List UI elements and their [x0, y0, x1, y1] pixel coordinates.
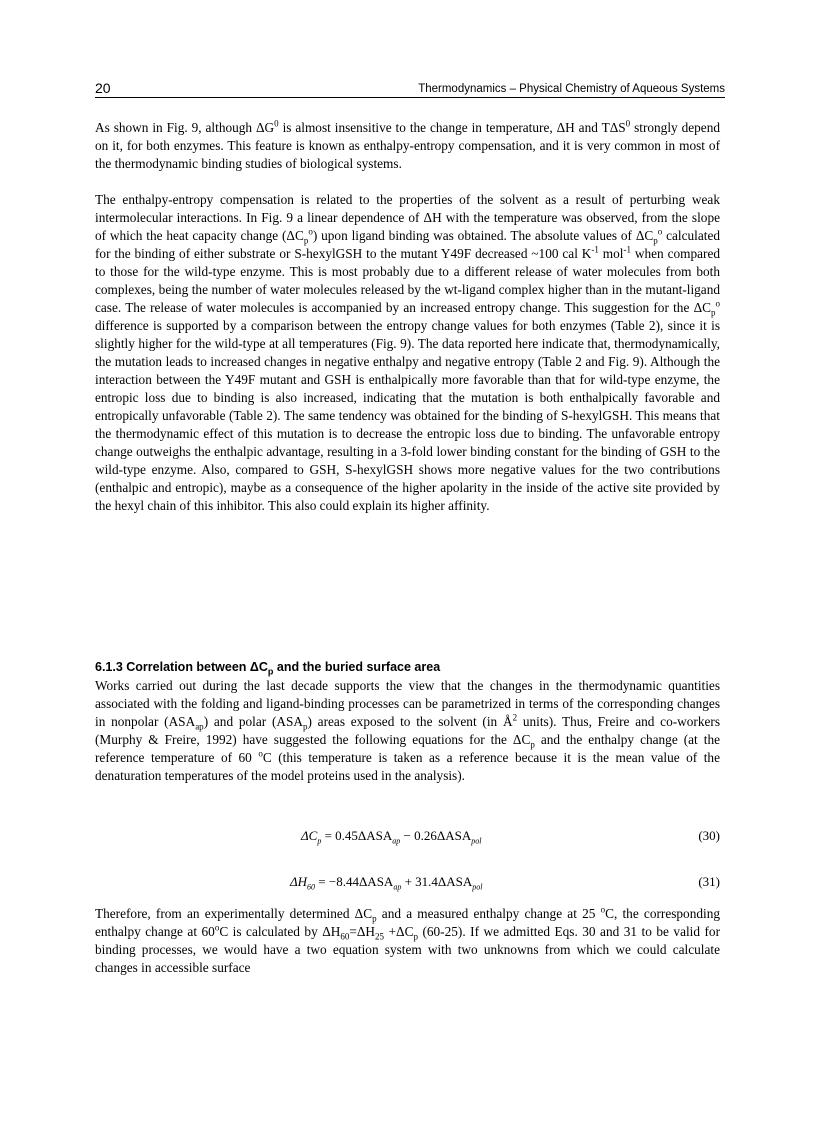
equation-30-body: $\Delta C_p = 0.45\Delta ASA_{ap} - 0.26\Delta ASA_{pol}$ — [301, 828, 482, 846]
paragraph-enthalpy-calculation: Therefore, from an experimentally determined $\Delta C_p$ and a measured enthalpy change at 25 $^o$C, the corresponding enthalpy change at 60$^o$C is calculated by $\Delta H_{60}=\Delta H_{25} +\Delta C_p$ (60-25). If we admitted Eqs. 30 and 31 to be valid for binding processes, we would have a two equation system with two unknowns from which we could calculate changes in accessible surface — [95, 904, 721, 975]
equation-31-number: (31) — [698, 874, 720, 889]
page-number: 20 — [95, 80, 111, 96]
section-heading: 6.1.3 Correlation between $\Delta C_p$ and the buried surface area — [95, 660, 441, 677]
equation-31 — [95, 874, 720, 894]
running-head: Thermodynamics – Physical Chemistry of Aqueous Systems — [418, 83, 725, 95]
equation-31-body: $\Delta H_{60} = -8.44\Delta ASA_{ap} + 31.4\Delta ASA_{pol}$ — [290, 874, 483, 892]
page-header — [95, 80, 725, 98]
paragraph-compensation-discussion: The enthalpy-entropy compensation is related to the properties of the solvent as a result of perturbing weak intermolecular interactions. In Fig. 9 a linear dependence of ΔH with the temperature was observed, from the slope of which the heat capacity change $(\Delta C_p^o)$ upon ligand binding was obtained. The absolute values of $\Delta C_p^o$ calculated for the binding of either substrate or S-hexylGSH to the mutant Y49F decreased ~100 cal $K^{-1}$ mol$^{-1}$ when compared to those for the wild-type enzyme. This is most probably due to a different release of water molecules from both complexes, being the number of water molecules released by the wt-ligand complex higher than in the mutant-ligand case. The release of water molecules is accompanied by an increased entropy change. This suggestion for the $\Delta C_p^o$ difference is supported by a comparison between the entropy change values for both enzymes (Table 2), since it is slightly higher for the wild-type at all temperatures (Fig. 9). The data reported here indicate that, thermodynamically, the mutation leads to increased changes in negative enthalpy and negative entropy (Table 2 and Fig. 9). Although the interaction between the Y49F mutant and GSH is enthalpically more favorable than that for wild-type enzyme, the entropic loss due to binding is also increased, indicating that the mutation is both enthalpically favorable and entropically unfavorable (Table 2). The same tendency was obtained for the binding of S-hexylGSH. This means that the thermodynamic effect of this mutation is to decrease the entropic loss due to binding. The unfavorable entropy change outweighs the enthalpic advantage, resulting in a 3-fold lower binding constant for the binding of GSH to the wild-type enzyme. Also, compared to GSH, S-hexylGSH shows more negative values for the two contributions (enthalpic and entropic), maybe as a consequence of the higher apolarity in the inside of the active site provided by the hexyl chain of this inhibitor. This also could explain its higher affinity. — [95, 192, 720, 513]
paragraph-enthalpy-entropy-intro: As shown in Fig. 9, although $\Delta G^0$ is almost insensitive to the change in temperature, ΔH and TΔS$^0$ strongly depend on it, for both enzymes. This feature is known as enthalpy-entropy compensation, and it is very common in most of the thermodynamic binding studies of biological systems. — [95, 118, 720, 171]
paragraph-surface-area-parametrization: Works carried out during the last decade supports the view that the changes in the thermodynamic quantities associated with the folding and ligand-binding processes can be parametrized in terms of the corresponding changes in nonpolar $(ASA_{ap})$ and polar $(ASA_p)$ areas exposed to the solvent (in $Å^2$ units). Thus, Freire and co-workers (Murphy & Freire, 1992) have suggested the following equations for the $\Delta C_p$ and the enthalpy change (at the reference temperature of 60 $^o$C (this temperature is taken as a reference because it is the mean value of the denaturation temperatures of the model proteins used in the analysis). — [95, 678, 720, 783]
equation-30 — [95, 828, 720, 848]
equation-30-number: (30) — [698, 828, 720, 843]
